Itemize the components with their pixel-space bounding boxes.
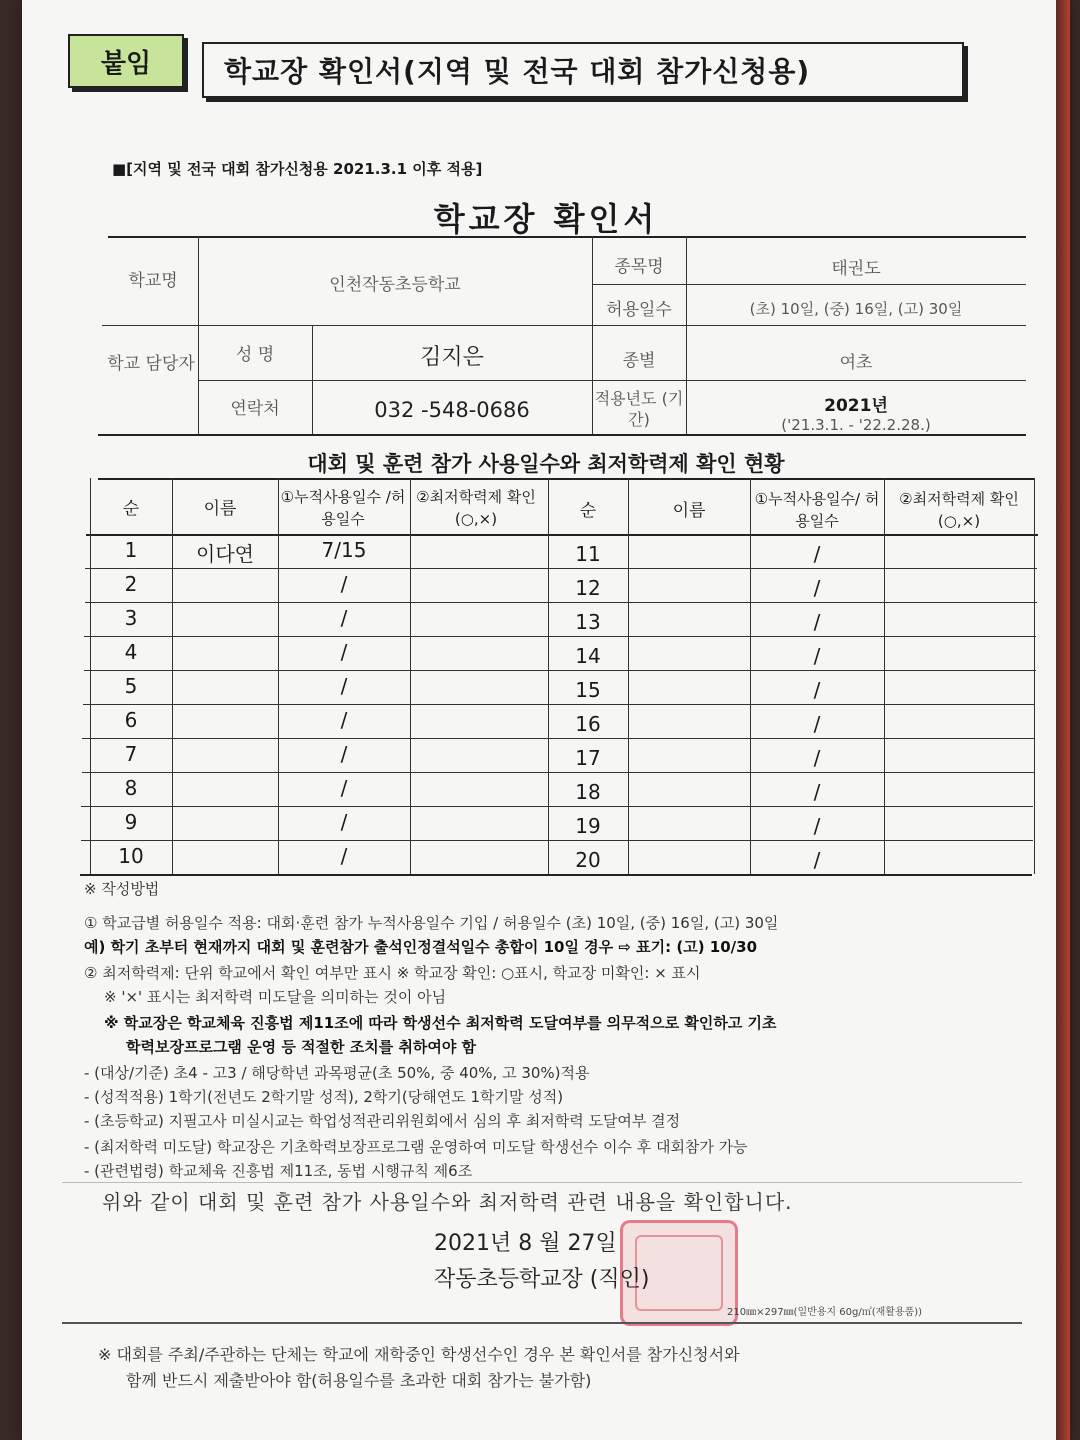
- table-gridline: [83, 704, 1035, 705]
- used-days: /: [813, 848, 821, 872]
- contact-label: 연락처: [230, 399, 280, 419]
- method-line: ② 최저학력제: 단위 학교에서 확인 여부만 표시 ※ 학교장 확인: ○표시, 학교장 미확인: × 표시: [84, 964, 701, 982]
- table-gridline: [85, 568, 1037, 569]
- table-gridline: [1034, 478, 1035, 874]
- used-days: 7/15: [321, 538, 367, 562]
- method-line: - (관련법령) 학교체육 진흥법 제11조, 동법 시행규칙 제6조: [84, 1162, 473, 1180]
- document-page: [22, 0, 1070, 1440]
- method-line: 학력보장프로그램 운영 등 적절한 조치를 취하여야 함: [126, 1038, 477, 1056]
- staff-name: 김지은: [420, 345, 484, 370]
- used-days: /: [340, 708, 348, 732]
- method-line: - (성적적용) 1학기(전년도 2학기말 성적), 2학기(당해연도 1학기말 성적): [84, 1088, 564, 1106]
- name-label: 성 명: [235, 345, 275, 365]
- method-line: ① 학교급별 허용일수 적용: 대회·훈련 참가 누적사용일수 기입 / 허용일수 (초) 10일, (중) 16일, (고) 30일: [84, 914, 779, 932]
- table-gridline: [81, 840, 1033, 841]
- row-number: 3: [124, 606, 138, 630]
- row-number: 7: [124, 742, 138, 766]
- row-number: 20: [575, 848, 601, 872]
- allowed-days-label: 허용일수: [606, 300, 672, 320]
- school-name: 인천작동초등학교: [329, 275, 461, 295]
- year-label: 적용년도 (기간): [594, 389, 684, 429]
- row-number: 9: [124, 810, 138, 834]
- used-days: /: [813, 610, 821, 634]
- row-number: 15: [575, 678, 601, 702]
- col-min-header-right: ②최저학력제 확인(○,×): [899, 490, 1019, 530]
- used-days: /: [340, 810, 348, 834]
- row-number: 6: [124, 708, 138, 732]
- gender-label: 종별: [622, 351, 656, 371]
- row-number: 17: [575, 746, 601, 770]
- method-line: - (초등학교) 지필고사 미실시교는 학업성적관리위원회에서 심의 후 최저학력 도달여부 결정: [84, 1112, 681, 1130]
- table-gridline: [98, 478, 1034, 480]
- used-days: /: [813, 542, 821, 566]
- used-days: /: [813, 678, 821, 702]
- attachment-tag: 붙임: [68, 34, 184, 88]
- used-days: /: [340, 640, 348, 664]
- used-days: /: [340, 844, 348, 868]
- used-days: /: [340, 606, 348, 630]
- used-days: /: [813, 644, 821, 668]
- staff-label: 학교 담당자: [107, 354, 195, 374]
- table-gridline: [84, 670, 1036, 671]
- row-number: 19: [575, 814, 601, 838]
- used-days: /: [340, 776, 348, 800]
- student-name: 이다연: [196, 542, 254, 566]
- paper-spec: 210㎜×297㎜(일반용지 60g/㎡(재활용품)): [727, 1307, 923, 1318]
- row-number: 2: [124, 572, 138, 596]
- col-no-header: 순: [122, 499, 140, 519]
- row-number: 16: [575, 712, 601, 736]
- footer-note: 함께 반드시 제출받아야 함(허용일수를 초과한 대회 참가는 불가함): [126, 1371, 592, 1390]
- used-days: /: [340, 572, 348, 596]
- used-days: /: [813, 746, 821, 770]
- section-title: 대회 및 훈련 참가 사용일수와 최저학력제 확인 현황: [307, 452, 785, 476]
- used-days: /: [340, 742, 348, 766]
- used-days: /: [813, 712, 821, 736]
- year-value: 2021년: [824, 396, 888, 416]
- used-days: /: [813, 576, 821, 600]
- row-number: 11: [575, 542, 601, 566]
- table-gridline: [884, 478, 885, 874]
- used-days: /: [813, 814, 821, 838]
- method-line: ※ '×' 표시는 최저학력 미도달을 의미하는 것이 아님: [104, 988, 447, 1006]
- principal-signature: 작동초등학교장 (직인): [434, 1267, 650, 1292]
- row-number: 13: [575, 610, 601, 634]
- event-name: 태권도: [831, 259, 881, 279]
- table-gridline: [81, 806, 1033, 807]
- confirmation-statement: 위와 같이 대회 및 훈련 참가 사용일수와 최저학력 관련 내용을 확인합니다.: [102, 1190, 793, 1214]
- row-number: 5: [124, 674, 138, 698]
- form-title: 학교장 확인서(지역 및 전국 대회 참가신청용): [202, 42, 964, 98]
- col-min-header: ②최저학력제 확인(○,×): [416, 488, 536, 528]
- used-days: /: [813, 780, 821, 804]
- gender-value: 여초: [839, 353, 873, 373]
- table-gridline: [82, 738, 1034, 739]
- col-no-header-right: 순: [579, 501, 597, 521]
- school-label: 학교명: [128, 271, 178, 291]
- applicability-note: ■[지역 및 전국 대회 참가신청용 2021.3.1 이후 적용]: [112, 160, 483, 178]
- table-gridline: [84, 636, 1036, 637]
- col-days-header: ①누적사용일수 /허용일수: [280, 488, 406, 528]
- footer-note: ※ 대회를 주최/주관하는 단체는 학교에 재학중인 학생선수인 경우 본 확인서를 참가신청서와: [98, 1345, 740, 1364]
- event-label: 종목명: [614, 257, 664, 277]
- allowed-days-value: (초) 10일, (중) 16일, (고) 30일: [749, 300, 963, 318]
- row-number: 8: [124, 776, 138, 800]
- table-gridline: [628, 478, 629, 874]
- period-value: ('21.3.1. - '22.2.28.): [781, 416, 931, 434]
- row-number: 12: [575, 576, 601, 600]
- row-number: 1: [124, 538, 138, 562]
- col-name-header: 이름: [203, 499, 237, 519]
- row-number: 14: [575, 644, 601, 668]
- table-gridline: [85, 602, 1037, 603]
- table-gridline: [80, 874, 1032, 876]
- method-line: - (대상/기준) 초4 - 고3 / 해당학년 과목평균(초 50%, 중 40%, 고 30%)적용: [84, 1064, 590, 1082]
- method-line: 예) 학기 초부터 현재까지 대회 및 훈련참가 출석인정결석일수 총합이 10일 경우 ⇨ 표기: (고) 10/30: [84, 938, 758, 956]
- row-number: 18: [575, 780, 601, 804]
- table-gridline: [82, 772, 1034, 773]
- document-title: 학교장 확인서: [433, 200, 659, 238]
- table-gridline: [410, 478, 411, 874]
- row-number: 4: [124, 640, 138, 664]
- method-heading: ※ 작성방법: [84, 880, 160, 898]
- col-days-header-right: ①누적사용일수/ 허용일수: [754, 490, 880, 530]
- row-number: 10: [118, 844, 144, 868]
- method-line: - (최저학력 미도달) 학교장은 기초학력보장프로그램 운영하여 미도달 학생선수 이수 후 대회참가 가능: [84, 1138, 748, 1156]
- used-days: /: [340, 674, 348, 698]
- signature-date: 2021년 8 월 27일: [434, 1231, 617, 1256]
- contact-value: 032 -548-0686: [374, 398, 530, 422]
- method-line: ※ 학교장은 학교체육 진흥법 제11조에 따라 학생선수 최저학력 도달여부를 의무적으로 확인하고 기초: [104, 1014, 777, 1032]
- col-name-header-right: 이름: [672, 501, 706, 521]
- table-gridline: [86, 534, 1038, 536]
